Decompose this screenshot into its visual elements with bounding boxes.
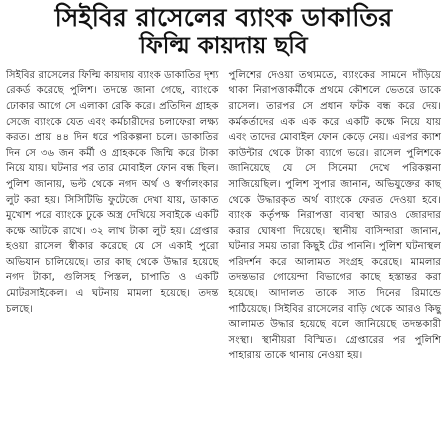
column-left bbox=[6, 68, 219, 364]
body-text-left: সিইবির রাসেলের ফিল্মি কায়দায় ব্যাংক ডাকাতির দৃশ্য রেকর্ড করেছে পুলিশ। তদন্তে জানা গেছে, ব্যাংকে ঢোকার আগে সে এলাকা রেকি করে। প্রতিদিন গ্রাহক সেজে ব্যাংকে যেত এবং কর্মচারীদের চলাফেরা লক্ষ্য করত। প্রায় ৪৪ দিন ধরে পরিকল্পনা চলে। ডাকাতির দিন সে ৩৬ জন কর্মী ও গ্রাহককে জিম্মি করে টাকা নিয়ে যায়। ঘটনার পর তার মোবাইল ফোন বন্ধ ছিল। পুলিশ জানায়, ভল্ট থেকে নগদ অর্থ ও স্বর্ণালংকার লুট করা হয়। সিসিটিভি ফুটেজে দেখা যায়, ডাকাত মুখোশ পরে ব্যাংকে ঢুকে অস্ত্র দেখিয়ে সবাইকে একটি কক্ষে আটকে রাখে। ৩২ লাখ টাকা লুট হয়। গ্রেপ্তার হওয়া রাসেল স্বীকার করেছে যে সে একাই পুরো অভিযান চালিয়েছে। তার কাছ থেকে উদ্ধার হয়েছে নগদ টাকা, গুলিসহ পিস্তল, চাপাতি ও একটি মোটরসাইকেল। এ ঘটনায় মামলা হয়েছে। তদন্ত চলছে। bbox=[6, 69, 219, 315]
headline-line-2: ফিল্মি কায়দায় ছবি bbox=[139, 33, 308, 59]
article-body bbox=[6, 68, 441, 364]
body-text-right: পুলিশের দেওয়া তথ্যমতে, ব্যাংকের সামনে দাঁড়িয়ে থাকা নিরাপত্তাকর্মীকে প্রথমে কৌশলে ভেতরে ডাকে রাসেল। তারপর সে প্রধান ফটক বন্ধ করে দেয়। কর্মকর্তাদের এক এক করে একটি কক্ষে নিয়ে যায় এবং তাদের মোবাইল ফোন কেড়ে নেয়। এরপর ক্যাশ কাউন্টার থেকে টাকা ব্যাগে ভরে। রাসেল পুলিশকে জানিয়েছে যে সে সিনেমা দেখে পরিকল্পনা সাজিয়েছিল। পুলিশ সুপার জানান, অভিযুক্তের কাছ থেকে উদ্ধারকৃত অর্থ ব্যাংকে ফেরত দেওয়া হবে। ব্যাংক কর্তৃপক্ষ নিরাপত্তা ব্যবস্থা আরও জোরদার করার ঘোষণা দিয়েছে। স্থানীয় বাসিন্দারা জানান, ঘটনার সময় তারা কিছুই টের পাননি। পুলিশ ঘটনাস্থল পরিদর্শন করে আলামত সংগ্রহ করেছে। মামলার তদন্তভার গোয়েন্দা বিভাগের কাছে হস্তান্তর করা হয়েছে। আদালত তাকে সাত দিনের রিমান্ডে পাঠিয়েছে। সিইবির রাসেলের বাড়ি থেকে আরও কিছু আলামত উদ্ধার হয়েছে বলে জানিয়েছে তদন্তকারী সংস্থা। স্থানীয়রা বিস্মিত। গ্রেপ্তারের পর পুলিশি পাহারায় তাকে থানায় নেওয়া হয়। bbox=[228, 69, 441, 362]
column-right bbox=[229, 68, 442, 364]
headline-line-1: সিইবির রাসেলের ব্যাংক ডাকাতির bbox=[54, 3, 393, 32]
